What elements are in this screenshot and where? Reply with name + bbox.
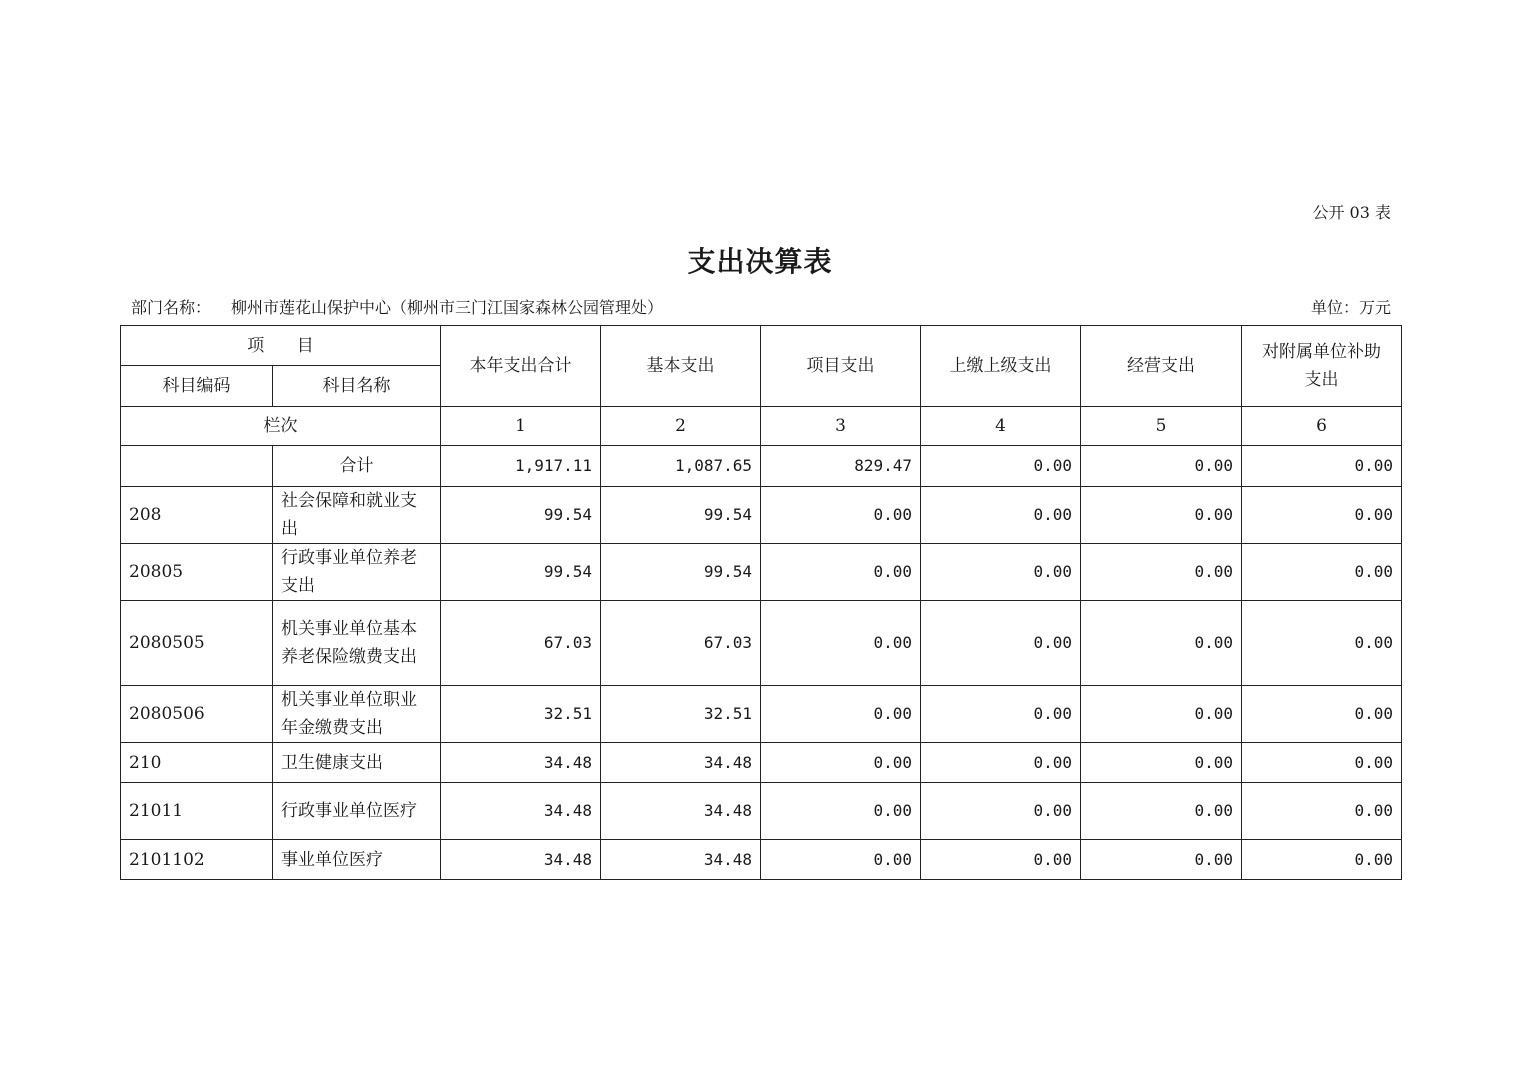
row-name: 机关事业单位职业年金缴费支出 (273, 686, 441, 743)
cell-business: 0.00 (1081, 743, 1242, 783)
cell-business: 0.00 (1081, 840, 1242, 880)
cell-subsidy: 0.00 (1242, 743, 1402, 783)
row-name: 行政事业单位养老支出 (273, 544, 441, 601)
cell-upper: 0.00 (921, 743, 1081, 783)
cell-project: 0.00 (761, 783, 921, 840)
cell-total: 1,917.11 (441, 446, 601, 487)
cell-upper: 0.00 (921, 783, 1081, 840)
cell-subsidy: 0.00 (1242, 601, 1402, 686)
row-code: 21011 (121, 783, 273, 840)
cell-subsidy: 0.00 (1242, 686, 1402, 743)
row-name: 社会保障和就业支出 (273, 487, 441, 544)
row-code: 2080505 (121, 601, 273, 686)
cell-subsidy: 0.00 (1242, 783, 1402, 840)
row-code: 2101102 (121, 840, 273, 880)
row-name: 行政事业单位医疗 (273, 783, 441, 840)
table-row (121, 840, 1402, 880)
cell-business: 0.00 (1081, 783, 1242, 840)
cell-basic: 34.48 (601, 783, 761, 840)
form-number: 公开 03 表 (1312, 203, 1391, 222)
col-number: 1 (441, 407, 601, 446)
col-number: 3 (761, 407, 921, 446)
cell-total: 67.03 (441, 601, 601, 686)
header-basic: 基本支出 (601, 326, 761, 407)
row-name: 机关事业单位基本养老保险缴费支出 (273, 601, 441, 686)
header-subsidy: 对附属单位补助支出 (1242, 326, 1402, 407)
cell-project: 0.00 (761, 601, 921, 686)
row-name: 合计 (273, 446, 441, 487)
cell-total: 34.48 (441, 840, 601, 880)
unit-label: 单位：万元 (1310, 298, 1391, 317)
col-number: 2 (601, 407, 761, 446)
cell-business: 0.00 (1081, 686, 1242, 743)
header-code: 科目编码 (121, 366, 273, 407)
total-row (121, 446, 1402, 487)
cell-basic: 34.48 (601, 840, 761, 880)
cell-basic: 99.54 (601, 487, 761, 544)
table-row (121, 544, 1402, 601)
row-name: 卫生健康支出 (273, 743, 441, 783)
cell-project: 0.00 (761, 743, 921, 783)
cell-subsidy: 0.00 (1242, 840, 1402, 880)
row-name: 事业单位医疗 (273, 840, 441, 880)
cell-total: 32.51 (441, 686, 601, 743)
expenditure-table (120, 325, 1402, 880)
table-row (121, 743, 1402, 783)
cell-upper: 0.00 (921, 601, 1081, 686)
col-number: 5 (1081, 407, 1242, 446)
cell-basic: 67.03 (601, 601, 761, 686)
cell-total: 99.54 (441, 487, 601, 544)
cell-upper: 0.00 (921, 487, 1081, 544)
cell-business: 0.00 (1081, 544, 1242, 601)
cell-total: 99.54 (441, 544, 601, 601)
row-code: 2080506 (121, 686, 273, 743)
cell-upper: 0.00 (921, 686, 1081, 743)
cell-total: 34.48 (441, 783, 601, 840)
header-name: 科目名称 (273, 366, 441, 407)
header-item: 项 目 (121, 326, 441, 366)
row-code: 210 (121, 743, 273, 783)
row-code (121, 446, 273, 487)
row-code: 20805 (121, 544, 273, 601)
header-lanci: 栏次 (121, 407, 441, 446)
col-number: 4 (921, 407, 1081, 446)
cell-subsidy: 0.00 (1242, 544, 1402, 601)
cell-basic: 34.48 (601, 743, 761, 783)
cell-upper: 0.00 (921, 446, 1081, 487)
cell-basic: 32.51 (601, 686, 761, 743)
cell-subsidy: 0.00 (1242, 487, 1402, 544)
cell-business: 0.00 (1081, 446, 1242, 487)
row-code: 208 (121, 487, 273, 544)
table-row (121, 487, 1402, 544)
cell-upper: 0.00 (921, 840, 1081, 880)
cell-total: 34.48 (441, 743, 601, 783)
header-project: 项目支出 (761, 326, 921, 407)
page-title: 支出决算表 (687, 245, 833, 278)
cell-business: 0.00 (1081, 487, 1242, 544)
header-upper: 上缴上级支出 (921, 326, 1081, 407)
cell-basic: 1,087.65 (601, 446, 761, 487)
table-row (121, 601, 1402, 686)
cell-business: 0.00 (1081, 601, 1242, 686)
table-row (121, 783, 1402, 840)
cell-project: 0.00 (761, 544, 921, 601)
cell-project: 0.00 (761, 840, 921, 880)
cell-project: 0.00 (761, 487, 921, 544)
header-total: 本年支出合计 (441, 326, 601, 407)
header-business: 经营支出 (1081, 326, 1242, 407)
department-label: 部门名称： (131, 298, 212, 317)
cell-subsidy: 0.00 (1242, 446, 1402, 487)
table-row (121, 686, 1402, 743)
col-number: 6 (1242, 407, 1402, 446)
department-value: 柳州市莲花山保护中心（柳州市三门江国家森林公园管理处） (231, 298, 664, 317)
cell-project: 829.47 (761, 446, 921, 487)
cell-basic: 99.54 (601, 544, 761, 601)
department-line (131, 295, 663, 318)
cell-upper: 0.00 (921, 544, 1081, 601)
cell-project: 0.00 (761, 686, 921, 743)
